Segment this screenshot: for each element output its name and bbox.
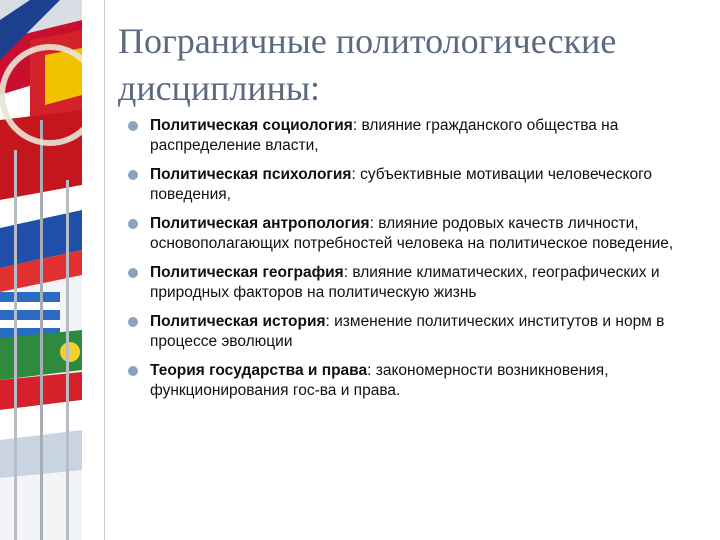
item-text: : закономерности возникновения, функционирования гос-ва и права.	[150, 362, 609, 399]
bullet-icon	[128, 219, 138, 229]
item-term: Политическая антропология	[150, 215, 370, 232]
item-term: Теория государства и права	[150, 362, 368, 379]
list-item	[128, 116, 698, 156]
flags-image	[0, 0, 82, 540]
item-term: Политическая история	[150, 313, 326, 330]
item-text: : влияние родовых качеств личности, основополагающих потребностей человека на политическое поведение,	[150, 215, 674, 252]
slide-title: Пограничные политологические дисциплины:	[118, 21, 617, 108]
item-text: : изменение политических институтов и норм в процессе эволюции	[150, 313, 665, 350]
item-text: : влияние климатических, географических и природных факторов на политическую жизнь	[150, 264, 660, 301]
list-item	[128, 165, 698, 205]
bullet-icon	[128, 268, 138, 278]
list-item	[128, 263, 698, 303]
item-text: : влияние гражданского общества на распределение власти,	[150, 117, 619, 154]
list-item	[128, 214, 698, 254]
item-term: Политическая психология	[150, 166, 352, 183]
list-item	[128, 312, 698, 352]
bullet-list	[128, 116, 698, 410]
vertical-divider	[104, 0, 105, 540]
bullet-icon	[128, 121, 138, 131]
item-term: Политическая социология	[150, 117, 353, 134]
bullet-icon	[128, 170, 138, 180]
bullet-icon	[128, 317, 138, 327]
item-text: : субъективные мотивации человеческого поведения,	[150, 166, 653, 203]
item-term: Политическая география	[150, 264, 344, 281]
bullet-icon	[128, 366, 138, 376]
list-item	[128, 361, 698, 401]
